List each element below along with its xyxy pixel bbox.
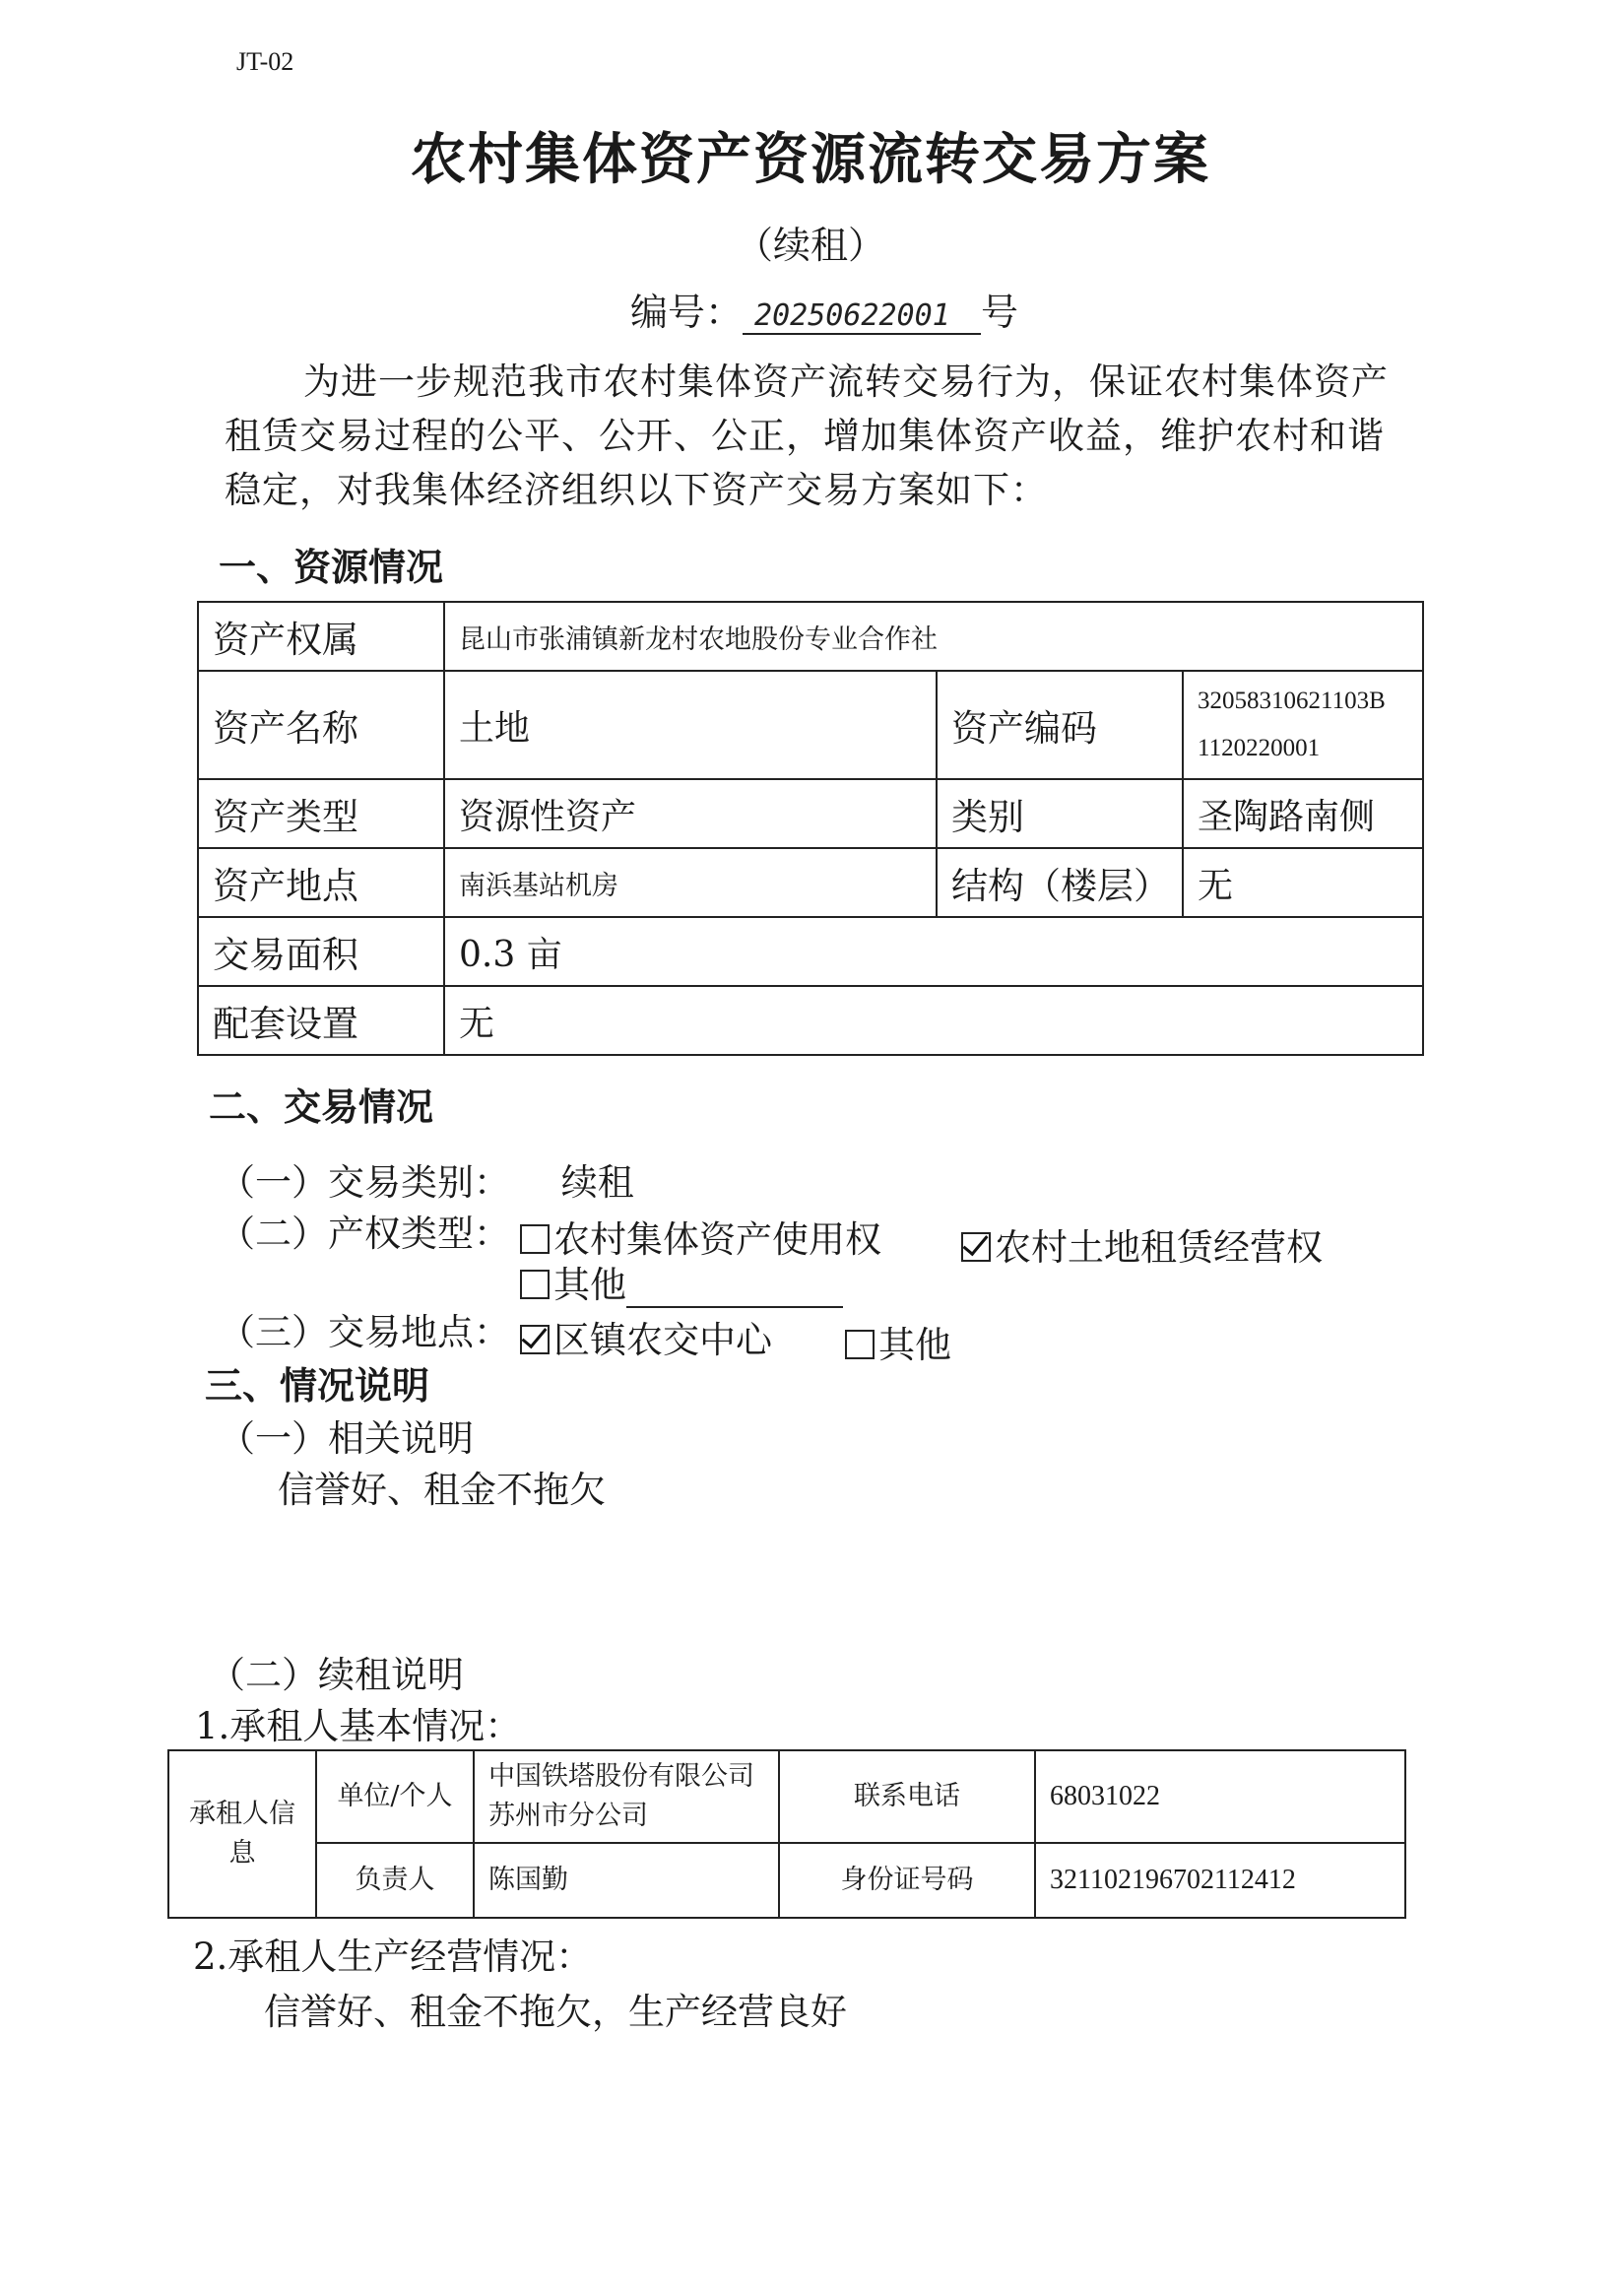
asset-code-line2: 1120220001 — [1198, 735, 1321, 761]
trade-type-row — [219, 1152, 634, 1206]
asset-code-label: 资产编码 — [937, 671, 1183, 779]
checkbox-unchecked-icon[interactable] — [520, 1224, 550, 1254]
right-type-label: （二）产权类型： — [219, 1213, 510, 1255]
trade-type-label: （一）交易类别： — [219, 1161, 510, 1204]
intro-paragraph: 为进一步规范我市农村集体资产流转交易行为，保证农村集体资产租赁交易过程的公平、公开、公正，增加集体资产收益，维护农村和谐稳定，对我集体经济组织以下资产交易方案如下： — [225, 361, 1389, 511]
phone-value: 68031022 — [1035, 1750, 1405, 1843]
structure-label: 结构（楼层） — [937, 848, 1183, 917]
option-town-center[interactable] — [520, 1310, 772, 1363]
person-value: 陈国勤 — [474, 1843, 779, 1918]
asset-code-value — [1183, 671, 1423, 779]
id-value: 321102196702112412 — [1035, 1843, 1405, 1918]
asset-name-label: 资产名称 — [198, 671, 444, 779]
resource-table — [197, 601, 1424, 1056]
checkbox-unchecked-icon[interactable] — [520, 1270, 550, 1299]
related-notes-heading: （一）相关说明 — [219, 1417, 474, 1460]
category-label: 类别 — [937, 779, 1183, 848]
id-label: 身份证号码 — [779, 1843, 1035, 1918]
structure-value: 无 — [1183, 848, 1423, 917]
number-suffix: 号 — [981, 291, 1019, 334]
checkbox-checked-icon[interactable] — [520, 1325, 550, 1354]
phone-label: 联系电话 — [779, 1750, 1035, 1843]
option-other-label: 其他 — [553, 1264, 626, 1306]
unit-value: 中国铁塔股份有限公司苏州市分公司 — [474, 1750, 779, 1843]
unit-label: 单位/个人 — [316, 1750, 474, 1843]
option-land-lease[interactable] — [961, 1217, 1323, 1271]
section2-heading: 二、交易情况 — [209, 1085, 434, 1129]
section3-heading: 三、情况说明 — [205, 1364, 430, 1408]
trade-type-value: 续租 — [560, 1161, 634, 1204]
lessee-table — [167, 1749, 1406, 1919]
lessee-business-text: 信誉好、租金不拖欠，生产经营良好 — [264, 1991, 847, 2033]
number-label: 编号： — [630, 291, 744, 334]
asset-location-label: 资产地点 — [198, 848, 444, 917]
option-place-other-label: 其他 — [878, 1324, 951, 1366]
document-number — [630, 282, 1018, 336]
number-value: 20250622001 — [743, 298, 981, 335]
asset-name-value: 土地 — [444, 671, 937, 779]
trade-area-label: 交易面积 — [198, 917, 444, 986]
trade-area-value: 0.3 亩 — [444, 917, 1423, 986]
person-label: 负责人 — [316, 1843, 474, 1918]
ownership-value: 昆山市张浦镇新龙村农地股份专业合作社 — [444, 602, 1423, 671]
asset-code-line1: 32058310621103B — [1198, 688, 1386, 714]
option-other[interactable] — [520, 1255, 843, 1308]
renewal-notes-heading: （二）续租说明 — [209, 1654, 464, 1696]
option-use-right-label: 农村集体资产使用权 — [553, 1218, 881, 1261]
trade-place-label: （三）交易地点： — [219, 1311, 510, 1353]
other-blank-line[interactable] — [626, 1277, 843, 1308]
document-code: JT-02 — [236, 47, 294, 76]
option-town-center-label: 区镇农交中心 — [553, 1319, 772, 1361]
category-value: 圣陶路南侧 — [1183, 779, 1423, 848]
lessee-info-label: 承租人信息 — [168, 1750, 316, 1918]
option-land-lease-label: 农村土地租赁经营权 — [995, 1226, 1323, 1269]
checkbox-unchecked-icon[interactable] — [845, 1330, 875, 1359]
document-subtitle: （续租） — [735, 224, 885, 267]
asset-type-label: 资产类型 — [198, 779, 444, 848]
section1-heading: 一、资源情况 — [219, 546, 444, 589]
lessee-business-heading: 2.承租人生产经营情况： — [193, 1935, 593, 1978]
document-title: 农村集体资产资源流转交易方案 — [411, 128, 1210, 192]
facility-label: 配套设置 — [198, 986, 444, 1055]
checkbox-checked-icon[interactable] — [961, 1232, 991, 1262]
asset-type-value: 资源性资产 — [444, 779, 937, 848]
option-place-other[interactable] — [845, 1315, 951, 1368]
related-notes-text: 信誉好、租金不拖欠 — [278, 1469, 606, 1511]
asset-location-value: 南浜基站机房 — [444, 848, 937, 917]
ownership-label: 资产权属 — [198, 602, 444, 671]
lessee-basic-heading: 1.承租人基本情况： — [195, 1705, 522, 1747]
facility-value: 无 — [444, 986, 1423, 1055]
